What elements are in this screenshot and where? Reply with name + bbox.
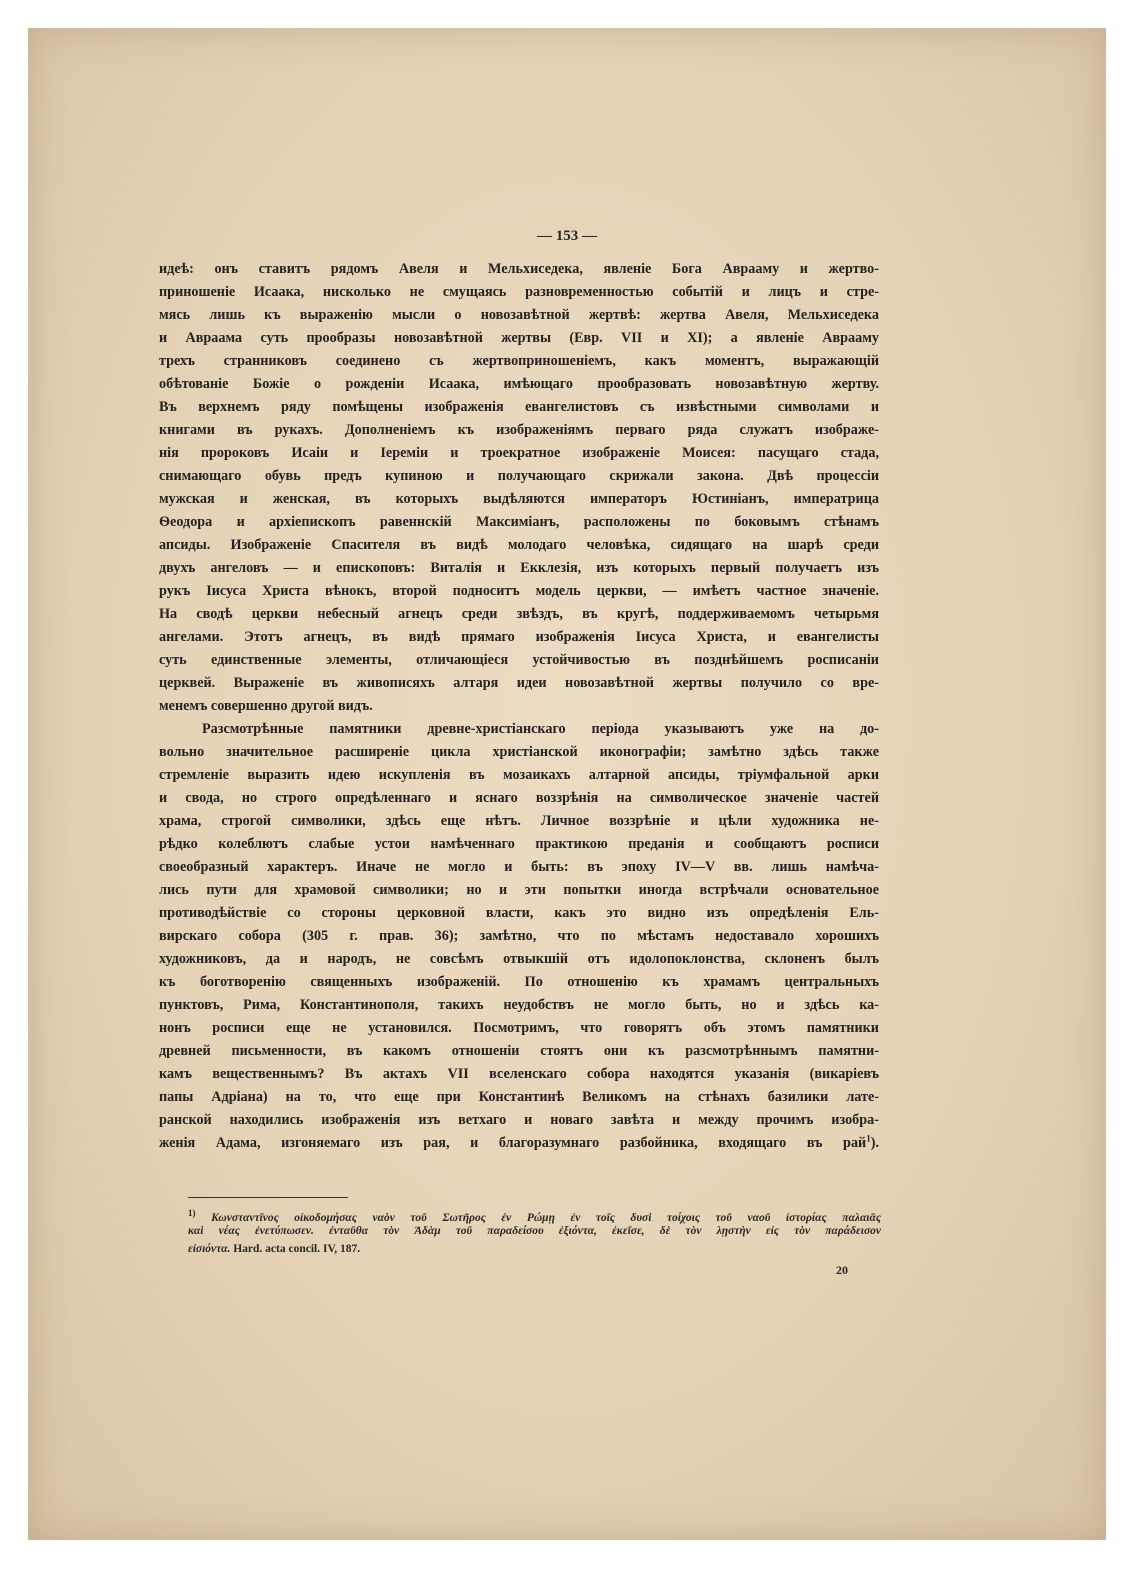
paragraph-1	[159, 258, 879, 718]
footnote	[188, 1204, 881, 1258]
text-line: нонъ росписи еще не установился. Посмотримъ, что говорятъ объ этомъ памятники	[159, 1020, 879, 1036]
body-text	[159, 258, 879, 1155]
text-line: На сводѣ церкви небесный агнецъ среди звѣздъ, въ кругѣ, поддерживаемомъ четырьмя	[159, 606, 879, 622]
text-line: мужская и женская, въ которыхъ выдѣляются императоръ Юстиніанъ, императрица	[159, 491, 879, 507]
footnote-mark: 1)	[188, 1208, 196, 1218]
signature-mark: 20	[836, 1263, 848, 1277]
final-line-end: ).	[870, 1135, 879, 1151]
text-line: мясь лишь къ выраженію мысли о новозавѣтной жертвѣ: жертва Авеля, Мельхиседека	[159, 307, 879, 323]
text-line: художниковъ, да и народъ, не совсѣмъ отвыкшій отъ идолопоклонства, склоненъ былъ	[159, 951, 879, 967]
text-line: камъ вещественнымъ? Въ актахъ VII вселенскаго собора находятся указанія (викаріевъ	[159, 1066, 879, 1082]
footnote-citation: Hard. acta concil. IV, 187.	[233, 1243, 361, 1255]
document-page	[28, 28, 1106, 1540]
footnote-text: Κωνσταντῖνος οἰκοδομήσας ναὸν τοῦ Σωτῆρος ἐν Ρώμῃ ἐν τοῖς δυσὶ τοίχοις τοῦ ναοῦ ἱστορίας παλαιᾶς	[211, 1211, 881, 1224]
final-line-text: женія Адама, изгоняемаго изъ рая, и благоразумнаго разбойника, входящаго въ рай	[159, 1135, 867, 1151]
text-line: книгами въ рукахъ. Дополненіемъ къ изображеніямъ перваго ряда служатъ изображе-	[159, 422, 879, 438]
text-line: противодѣйствіе со стороны церковной власти, какъ это видно изъ опредѣленія Ель-	[159, 905, 879, 921]
text-line-final	[159, 1132, 879, 1155]
text-line: пунктовъ, Рима, Константинополя, такихъ неудобствъ не могло быть, но и здѣсь ка-	[159, 997, 879, 1013]
text-line: папы Адріана) на то, что еще при Константинѣ Великомъ на стѣнахъ базилики лате-	[159, 1089, 879, 1105]
text-line: Ѳеодора и архіепископъ равеннскій Максиміанъ, расположены по боковымъ стѣнамъ	[159, 514, 879, 530]
footnote-line: καὶ νέας ἐνετύπωσεν. ἐνταῦθα τὸν Ἀδὰμ τοῦ παραδείσου ἐξιόντα, ἐκεῖσε, δὲ τὸν λῃστὴν εἰς τὸν παράδεισον	[188, 1225, 881, 1237]
text-line: и Авраама суть прообразы новозавѣтной жертвы (Евр. VII и XI); а явленіе Аврааму	[159, 330, 879, 346]
text-line: рукъ Іисуса Христа вѣнокъ, второй подноситъ модель церкви, — имѣетъ частное значеніе.	[159, 583, 879, 599]
text-line: двухъ ангеловъ — и епископовъ: Виталія и Екклезія, изъ которыхъ первый получаетъ изъ	[159, 560, 879, 576]
text-line: Въ верхнемъ ряду помѣщены изображенія евангелистовъ съ извѣстными символами и	[159, 399, 879, 415]
paragraph-2	[159, 718, 879, 1155]
text-line: храма, строгой символики, здѣсь еще нѣтъ. Личное воззрѣніе и цѣли художника не-	[159, 813, 879, 829]
text-line: древней письменности, въ какомъ отношеніи стоятъ они къ разсмотрѣннымъ памятни-	[159, 1043, 879, 1059]
footnote-divider	[188, 1197, 348, 1198]
text-line: менемъ совершенно другой видъ.	[159, 698, 373, 714]
text-line: церквей. Выраженіе въ живописяхъ алтаря идеи новозавѣтной жертвы получило со вре-	[159, 675, 879, 691]
text-line: вольно значительное расширеніе цикла христіанской иконографіи; замѣтно здѣсь также	[159, 744, 879, 760]
page-number: — 153 —	[537, 228, 597, 244]
text-line: лись пути для храмовой символики; но и эти попытки иногда встрѣчали основательное	[159, 882, 879, 898]
text-line: ранской находились изображенія изъ ветхаго и новаго завѣта и между прочимъ изобра-	[159, 1112, 879, 1128]
footnote-reference[interactable]: 1	[866, 1133, 871, 1144]
text-line: обѣтованіе Божіе о рожденіи Исаака, имѣющаго прообразовать новозавѣтную жертву.	[159, 376, 879, 392]
text-line: рѣдко колеблютъ слабые устои намѣченнаго практикою преданія и сообщаютъ росписи	[159, 836, 879, 852]
footnote-greek-end: εἰσιόντα.	[188, 1243, 231, 1255]
text-line: снимающаго обувь предъ купиною и получающаго скрижали закона. Двѣ процессіи	[159, 468, 879, 484]
text-line: ангелами. Этотъ агнецъ, въ видѣ прямаго изображенія Іисуса Христа, и евангелисты	[159, 629, 879, 645]
text-line: своеобразный характеръ. Иначе не могло и быть: въ эпоху IV—V вв. лишь намѣча-	[159, 859, 879, 875]
text-line: идеѣ: онъ ставитъ рядомъ Авеля и Мельхиседека, явленіе Бога Аврааму и жертво-	[159, 261, 879, 277]
text-line: и свода, но строго опредѣленнаго и яснаго воззрѣнія на символическое значеніе частей	[159, 790, 879, 806]
text-line: нія пророковъ Исаіи и Іереміи и троекратное изображеніе Моисея: пасущаго стада,	[159, 445, 879, 461]
text-line: стремленіе выразить идею искупленія въ мозаикахъ алтарной апсиды, тріумфальной арки	[159, 767, 879, 783]
text-line: къ боготворенію священныхъ изображеній. По отношенію къ храмамъ центральныхъ	[159, 974, 879, 990]
footnote-line	[188, 1204, 881, 1222]
text-line: апсиды. Изображеніе Спасителя въ видѣ молодаго человѣка, сидящаго на шарѣ среди	[159, 537, 879, 553]
text-line: трехъ странниковъ соединено съ жертвоприношеніемъ, какъ моментъ, выражающій	[159, 353, 879, 369]
footnote-line	[188, 1240, 881, 1258]
text-line: вирскаго собора (305 г. прав. 36); замѣтно, что по мѣстамъ недоставало хорошихъ	[159, 928, 879, 944]
text-line: приношеніе Исаака, нисколько не смущаясь разновременностью событій и лицъ и стре-	[159, 284, 879, 300]
text-line: суть единственные элементы, отличающіеся устойчивостью въ позднѣйшемъ росписаніи	[159, 652, 879, 668]
text-line: Разсмотрѣнные памятники древне-христіанскаго періода указываютъ уже на до-	[202, 721, 879, 737]
